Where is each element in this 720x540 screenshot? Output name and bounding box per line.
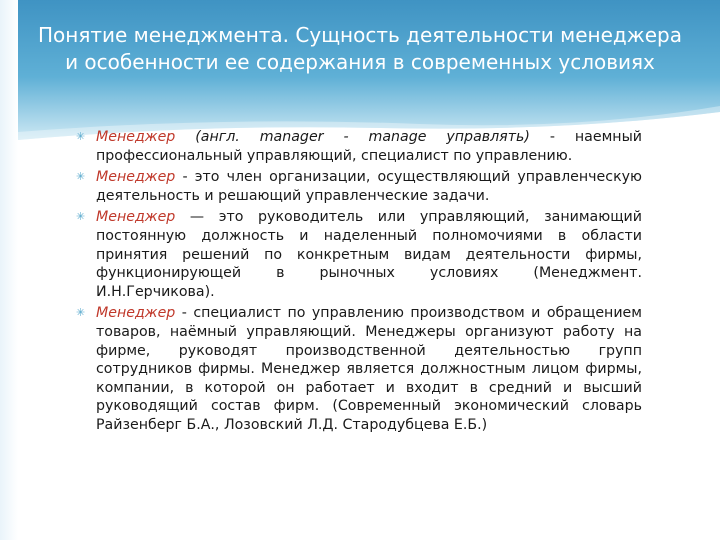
definition-text: - специалист по управлению производством и обращением товаров, наёмный управляющий. Менеджеры организуют работу на фирме, руководят производственной деятельностью групп сотрудников фирмы. Менеджер является должностным лицом фирмы, компании, в которой он работает и входит в средний и высший руководящий состав фирм. (Современный экономический словарь Райзенберг Б.А., Лозовский Л.Д. Стародубцева Е.Б.)	[96, 305, 642, 433]
list-item	[76, 168, 642, 205]
list-item	[76, 208, 642, 301]
definition-text: — это руководитель или управляющий, занимающий постоянную должность и наделенный полномочиями в области принятия решений по конкретным видам деятельности фирмы, функционирующей в рыночных условиях (Менеджмент. И.Н.Герчикова).	[96, 209, 642, 300]
slide-body	[76, 128, 642, 438]
list-item	[76, 128, 642, 165]
term-label: Менеджер	[96, 169, 176, 186]
definition-text: - наемный профессиональный управляющий, специалист по управлению.	[96, 129, 642, 164]
term-label: Менеджер	[96, 305, 176, 322]
list-item	[76, 304, 642, 434]
term-label: Менеджер	[96, 129, 176, 145]
asterisk-icon: ✳	[76, 210, 86, 224]
asterisk-icon: ✳	[76, 170, 86, 184]
etymology-text: (англ. manager - manage управлять)	[175, 129, 530, 145]
slide-title: Понятие менеджмента. Сущность деятельности менеджера и особенности ее содержания в современных условиях	[37, 23, 683, 74]
term-label: Менеджер	[96, 209, 176, 226]
asterisk-icon: ✳	[76, 130, 86, 143]
definition-list	[76, 128, 642, 435]
definition-text: - это член организации, осуществляющий управленческую деятельность и решающий управленческие задачи.	[96, 169, 642, 204]
asterisk-icon: ✳	[76, 306, 86, 320]
